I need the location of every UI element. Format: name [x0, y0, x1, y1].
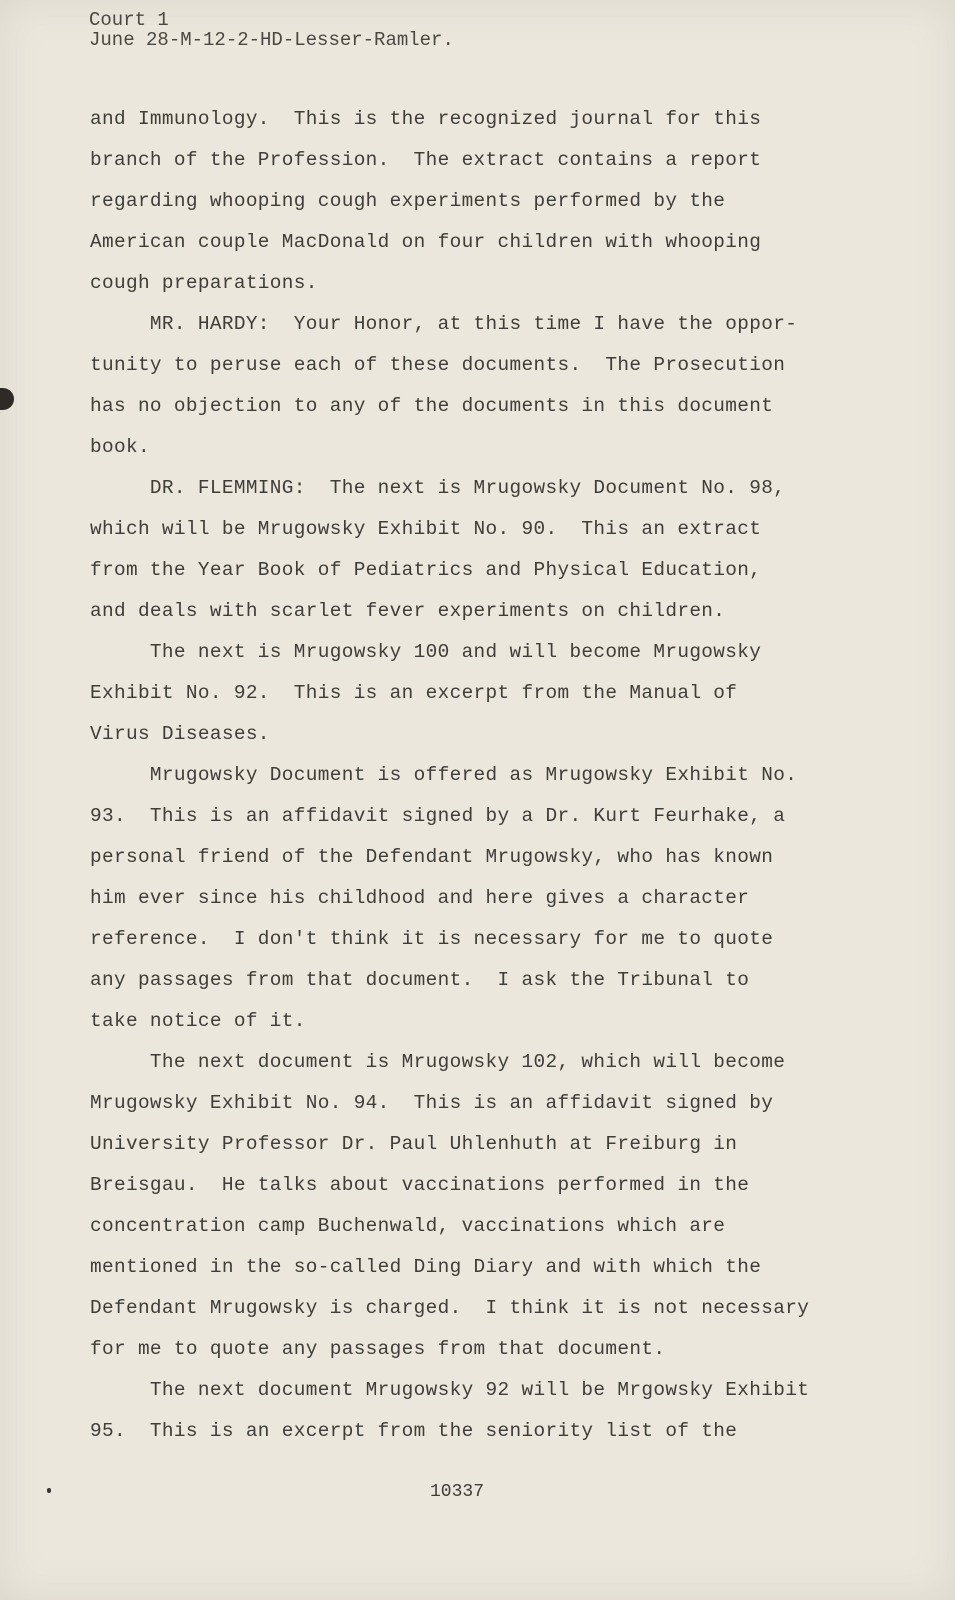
page-number: 10337 [430, 1482, 485, 1502]
body-line: tunity to peruse each of these documents. The Prosecution [90, 354, 786, 376]
body-line: take notice of it. [90, 1010, 306, 1032]
body-line: Defendant Mrugowsky is charged. I think it is not necessary [90, 1297, 810, 1319]
body-line: personal friend of the Defendant Mrugowsky, who has known [90, 846, 774, 868]
body-line: any passages from that document. I ask the Tribunal to [90, 969, 750, 991]
body-line: Exhibit No. 92. This is an excerpt from the Manual of [90, 682, 738, 704]
header-session: June 28-M-12-2-HD-Lesser-Ramler. [89, 29, 454, 51]
body-line: American couple MacDonald on four children with whooping [90, 231, 762, 253]
body-line: University Professor Dr. Paul Uhlenhuth at Freiburg in [90, 1133, 738, 1155]
body-line: from the Year Book of Pediatrics and Physical Education, [90, 559, 762, 581]
body-line: and Immunology. This is the recognized journal for this [90, 108, 762, 130]
ink-dot-mark [47, 1488, 51, 1493]
body-line: mentioned in the so-called Ding Diary and with which the [90, 1256, 762, 1278]
body-line: MR. HARDY: Your Honor, at this time I have the oppor- [90, 313, 798, 335]
header-court: Court 1 [89, 9, 169, 31]
body-line: Breisgau. He talks about vaccinations performed in the [90, 1174, 750, 1196]
punch-hole-mark [0, 388, 14, 410]
body-line: book. [90, 436, 150, 458]
body-line: The next document is Mrugowsky 102, which will become [90, 1051, 786, 1073]
body-line: Mrugowsky Document is offered as Mrugowsky Exhibit No. [90, 764, 798, 786]
body-line: reference. I don't think it is necessary for me to quote [90, 928, 774, 950]
body-line: has no objection to any of the documents in this document [90, 395, 774, 417]
body-line: which will be Mrugowsky Exhibit No. 90. This an extract [90, 518, 762, 540]
body-line: Mrugowsky Exhibit No. 94. This is an affidavit signed by [90, 1092, 774, 1114]
body-line: for me to quote any passages from that document. [90, 1338, 666, 1360]
body-line: 93. This is an affidavit signed by a Dr. Kurt Feurhake, a [90, 805, 786, 827]
body-line: concentration camp Buchenwald, vaccinations which are [90, 1215, 726, 1237]
body-line: branch of the Profession. The extract contains a report [90, 149, 762, 171]
body-line: and deals with scarlet fever experiments on children. [90, 600, 726, 622]
body-line: Virus Diseases. [90, 723, 270, 745]
body-line: him ever since his childhood and here gives a character [90, 887, 750, 909]
body-line: cough preparations. [90, 272, 318, 294]
body-line: regarding whooping cough experiments performed by the [90, 190, 726, 212]
body-line: 95. This is an excerpt from the seniority list of the [90, 1420, 738, 1442]
body-line: The next is Mrugowsky 100 and will become Mrugowsky [90, 641, 762, 663]
body-line: The next document Mrugowsky 92 will be Mrgowsky Exhibit [90, 1379, 810, 1401]
body-line: DR. FLEMMING: The next is Mrugowsky Document No. 98, [90, 477, 786, 499]
